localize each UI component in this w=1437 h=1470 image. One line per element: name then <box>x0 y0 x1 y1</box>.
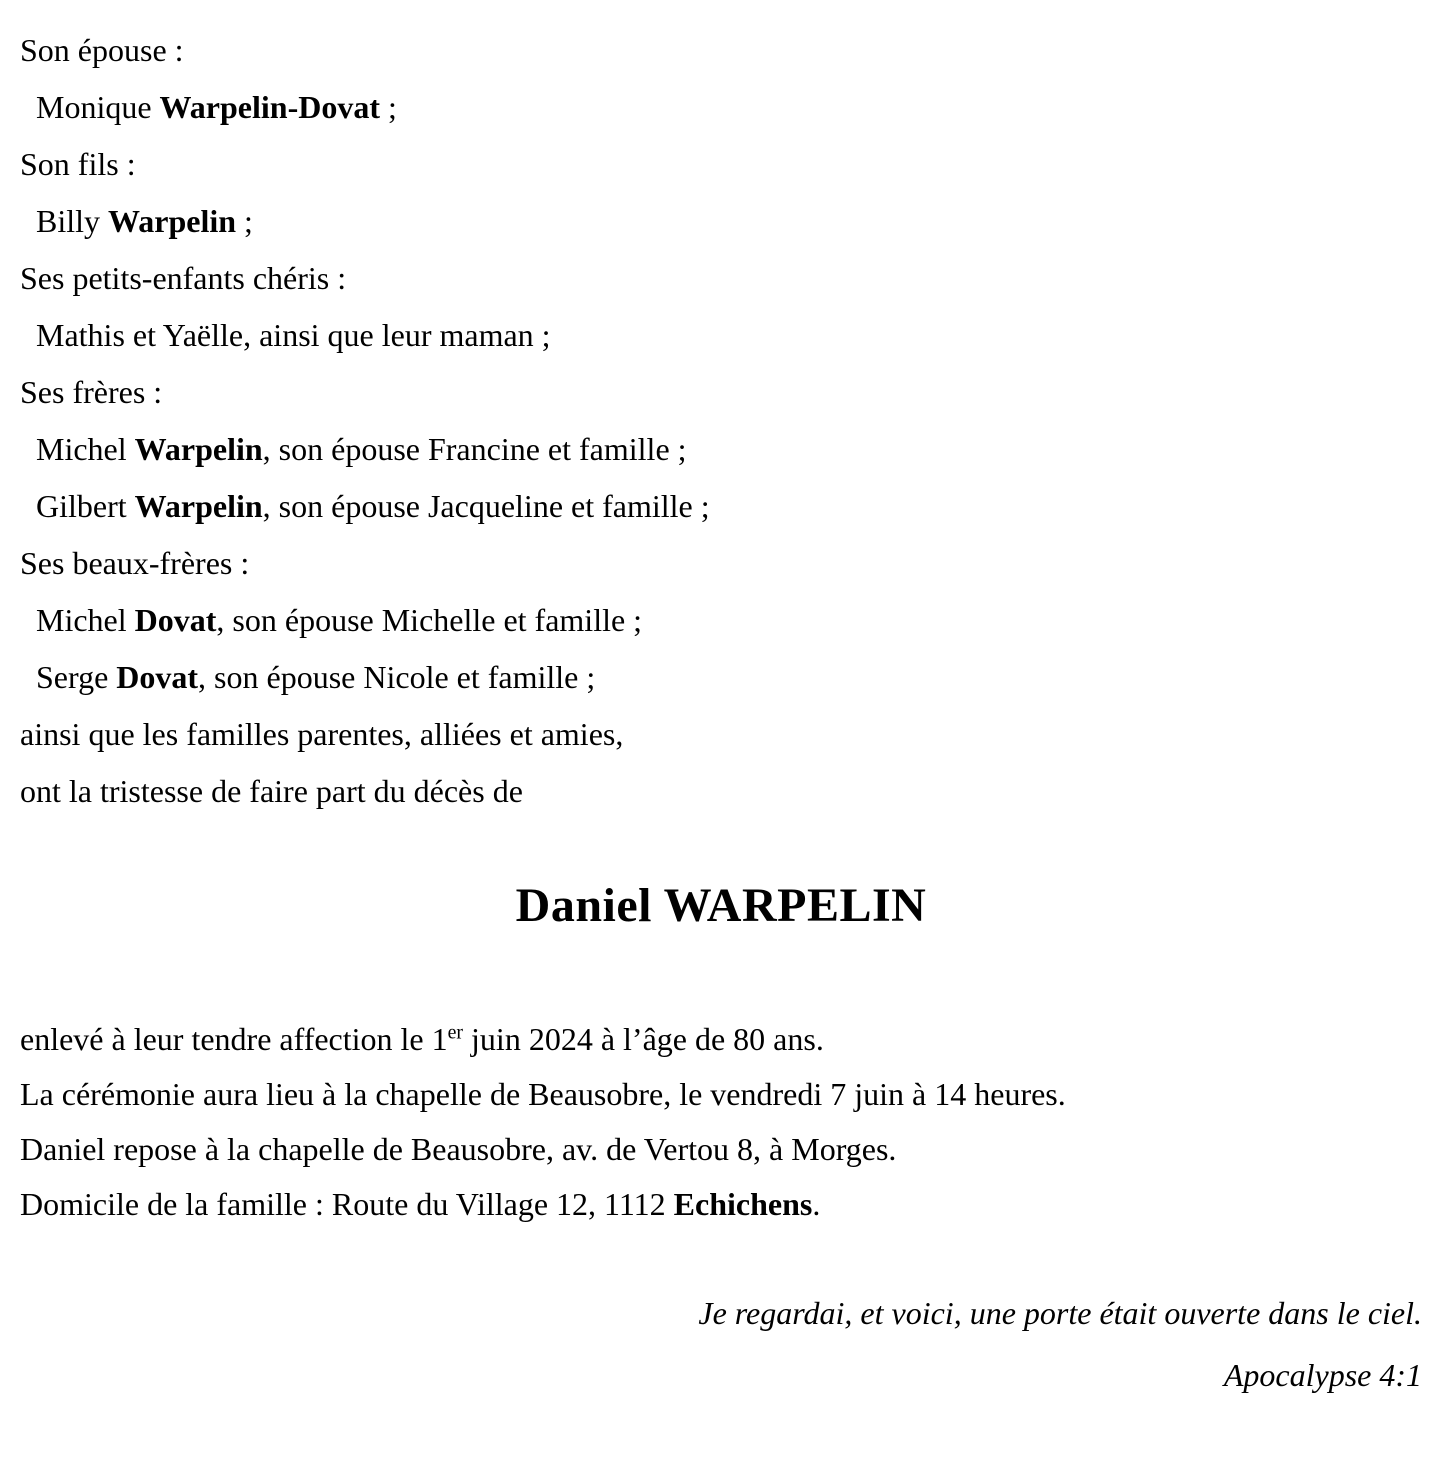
family-line <box>20 79 1422 136</box>
text-segment: Gilbert <box>36 488 135 524</box>
text-segment: Ses petits-enfants chéris : <box>20 260 347 296</box>
family-line <box>20 649 1422 706</box>
family-line <box>20 307 1422 364</box>
bold-surname: Warpelin <box>134 488 263 524</box>
family-line <box>20 535 1422 592</box>
text-segment: Serge <box>36 659 117 695</box>
text-segment: . <box>812 1186 821 1222</box>
text-segment: juin 2024 à l’âge de 80 ans. <box>463 1021 824 1057</box>
text-segment: Billy <box>36 203 109 239</box>
text-segment: , son épouse Nicole et famille ; <box>198 659 596 695</box>
ceremony-detail-line <box>20 1177 1422 1232</box>
ceremony-detail-line <box>20 1012 1422 1067</box>
bold-surname: Dovat <box>116 659 199 695</box>
text-segment: Mathis et Yaëlle, ainsi que leur maman ; <box>36 317 551 353</box>
text-segment: Ses frères : <box>20 374 163 410</box>
bold-surname: Warpelin-Dovat <box>159 89 380 125</box>
bold-surname: Warpelin <box>108 203 237 239</box>
text-segment: , son épouse Francine et famille ; <box>262 431 687 467</box>
text-segment: Michel <box>36 602 135 638</box>
bold-surname: Echichens <box>673 1186 813 1222</box>
text-segment: , son épouse Jacqueline et famille ; <box>262 488 710 524</box>
family-line <box>20 136 1422 193</box>
text-segment: ; <box>236 203 253 239</box>
family-line <box>20 478 1422 535</box>
text-segment: Michel <box>36 431 135 467</box>
family-section <box>20 22 1422 820</box>
family-line <box>20 250 1422 307</box>
text-segment: Ses beaux-frères : <box>20 545 250 581</box>
family-line <box>20 364 1422 421</box>
text-segment: ont la tristesse de faire part du décès de <box>20 773 523 809</box>
deceased-name-heading: Daniel WARPELIN <box>515 879 927 932</box>
scripture-reference: Apocalypse 4:1 <box>1223 1357 1422 1393</box>
text-segment: ainsi que les familles parentes, alliées et amies, <box>20 716 624 752</box>
text-segment: , son épouse Michelle et famille ; <box>216 602 643 638</box>
family-line <box>20 763 1422 820</box>
bold-surname: Dovat <box>134 602 217 638</box>
ceremony-detail-line <box>20 1122 1422 1177</box>
text-segment: Daniel repose à la chapelle de Beausobre, av. de Vertou 8, à Morges. <box>20 1131 897 1167</box>
ceremony-details-section <box>20 1012 1422 1232</box>
ceremony-detail-line <box>20 1067 1422 1122</box>
family-line <box>20 22 1422 79</box>
bold-surname: Warpelin <box>134 431 263 467</box>
text-segment: enlevé à leur tendre affection le 1 <box>20 1021 448 1057</box>
family-line <box>20 421 1422 478</box>
text-segment: La cérémonie aura lieu à la chapelle de Beausobre, le vendredi 7 juin à 14 heures. <box>20 1076 1066 1112</box>
family-line <box>20 706 1422 763</box>
scripture-quote-section <box>20 1282 1422 1406</box>
text-segment: ; <box>379 89 397 125</box>
family-line <box>20 193 1422 250</box>
ordinal-superscript: er <box>447 1021 464 1044</box>
scripture-quote-text: Je regardai, et voici, une porte était ouverte dans le ciel. <box>698 1295 1422 1331</box>
family-line <box>20 592 1422 649</box>
text-segment: Domicile de la famille : Route du Village 12, 1112 <box>20 1186 674 1222</box>
text-segment: Monique <box>36 89 160 125</box>
text-segment: Son épouse : <box>20 32 184 68</box>
text-segment: Son fils : <box>20 146 136 182</box>
